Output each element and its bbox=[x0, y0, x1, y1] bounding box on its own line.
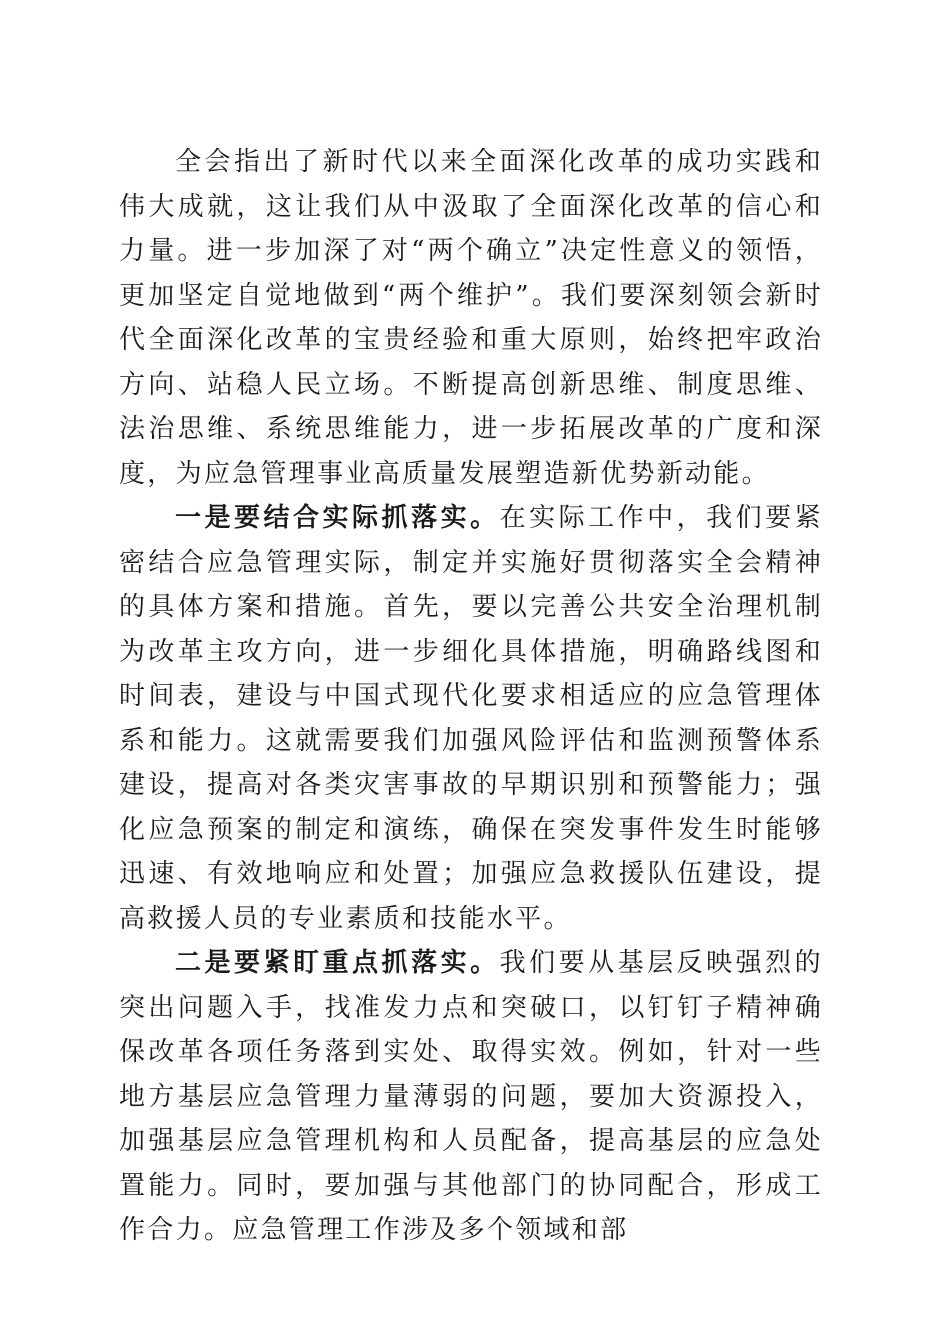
paragraph-point-one bbox=[119, 496, 823, 941]
paragraph-overview bbox=[119, 140, 823, 496]
paragraph-point-two bbox=[119, 941, 823, 1253]
paragraph-lead: 一是要结合实际抓落实。 bbox=[175, 503, 500, 533]
paragraph-text: 我们要从基层反映强烈的突出问题入手，找准发力点和突破口，以钉钉子精神确保改革各项任务落到实处、取得实效。例如，针对一些地方基层应急管理力量薄弱的问题，要加大资源投入，加强基层应急管理机构和人员配备，提高基层的应急处置能力。同时，要加强与其他部门的协同配合，形成工作合力。应急管理工作涉及多个领域和部 bbox=[119, 948, 823, 1245]
document-body bbox=[119, 140, 823, 1253]
paragraph-lead: 二是要紧盯重点抓落实。 bbox=[175, 948, 500, 978]
paragraph-text: 全会指出了新时代以来全面深化改革的成功实践和伟大成就，这让我们从中汲取了全面深化改革的信心和力量。进一步加深了对“两个确立”决定性意义的领悟，更加坚定自觉地做到“两个维护”。我们要深刻领会新时代全面深化改革的宝贵经验和重大原则，始终把牢政治方向、站稳人民立场。不断提高创新思维、制度思维、法治思维、系统思维能力，进一步拓展改革的广度和深度，为应急管理事业高质量发展塑造新优势新动能。 bbox=[119, 147, 823, 489]
paragraph-text: 在实际工作中，我们要紧密结合应急管理实际，制定并实施好贯彻落实全会精神的具体方案和措施。首先，要以完善公共安全治理机制为改革主攻方向，进一步细化具体措施，明确路线图和时间表，建设与中国式现代化要求相适应的应急管理体系和能力。这就需要我们加强风险评估和监测预警体系建设，提高对各类灾害事故的早期识别和预警能力；强化应急预案的制定和演练，确保在突发事件发生时能够迅速、有效地响应和处置；加强应急救援队伍建设，提高救援人员的专业素质和技能水平。 bbox=[119, 503, 823, 934]
